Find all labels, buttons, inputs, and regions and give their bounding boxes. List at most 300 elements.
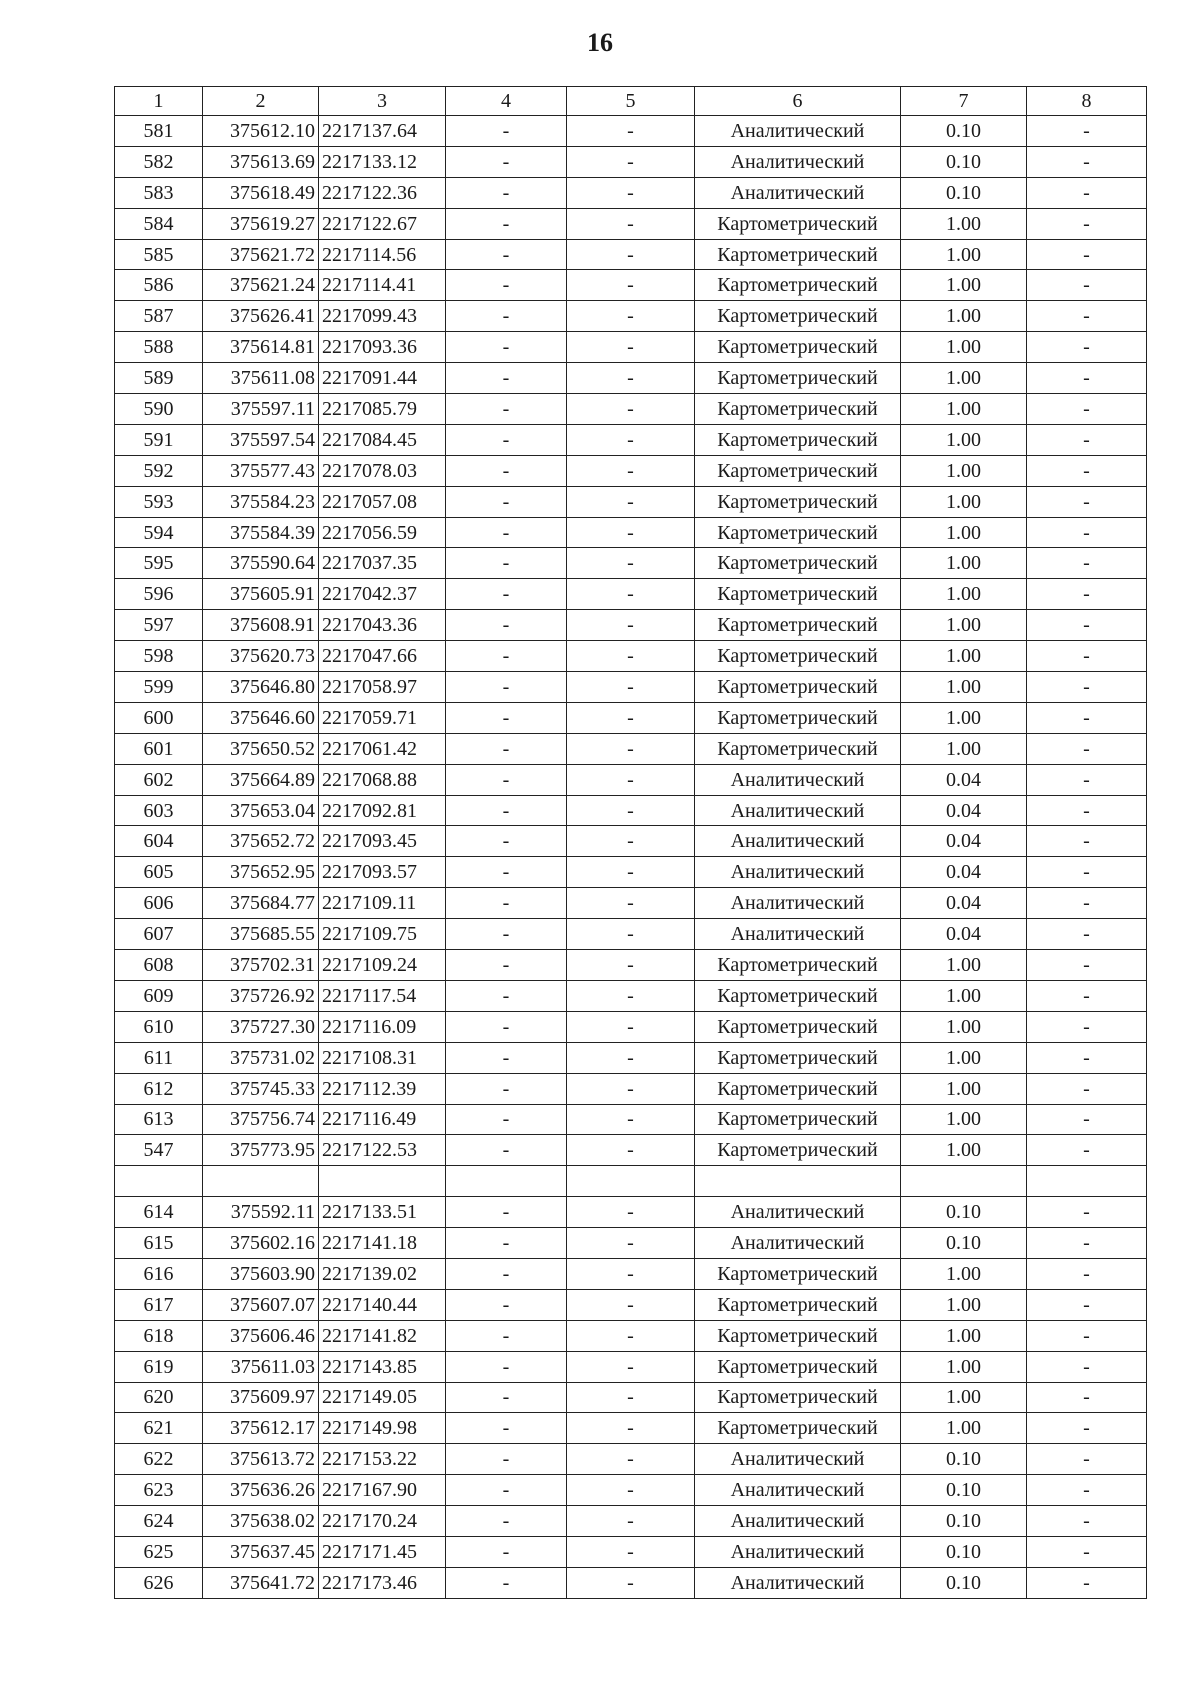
coordinate-x-cell: 375613.72 <box>203 1444 319 1475</box>
column-8-cell: - <box>1027 1258 1147 1289</box>
coordinate-x-cell: 375612.10 <box>203 116 319 147</box>
coordinate-x-cell: 375597.54 <box>203 424 319 455</box>
column-5-cell: - <box>567 486 695 517</box>
method-cell: Картометрический <box>695 486 901 517</box>
table-row <box>115 950 1147 981</box>
method-cell: Аналитический <box>695 826 901 857</box>
coordinate-y-cell: 2217149.05 <box>319 1382 446 1413</box>
accuracy-cell: 1.00 <box>901 548 1027 579</box>
point-number-cell: 607 <box>115 919 203 950</box>
accuracy-cell: 0.10 <box>901 1567 1027 1598</box>
coordinate-x-cell: 375618.49 <box>203 177 319 208</box>
column-5-cell: - <box>567 363 695 394</box>
coordinate-y-cell: 2217068.88 <box>319 764 446 795</box>
point-number-cell: 584 <box>115 208 203 239</box>
method-cell: Картометрический <box>695 455 901 486</box>
table-header <box>115 87 1147 116</box>
coordinate-x-cell: 375605.91 <box>203 579 319 610</box>
coordinate-y-cell: 2217149.98 <box>319 1413 446 1444</box>
column-5-cell: - <box>567 548 695 579</box>
column-4-cell: - <box>446 208 567 239</box>
table-row <box>115 1567 1147 1598</box>
coordinate-x-cell: 375702.31 <box>203 950 319 981</box>
method-cell: Аналитический <box>695 1567 901 1598</box>
column-8-cell: - <box>1027 1320 1147 1351</box>
column-4-cell: - <box>446 486 567 517</box>
coordinate-x-cell: 375726.92 <box>203 980 319 1011</box>
column-8-cell: - <box>1027 332 1147 363</box>
coordinate-x-cell: 375597.11 <box>203 394 319 425</box>
point-number-cell: 623 <box>115 1475 203 1506</box>
column-8-cell: - <box>1027 672 1147 703</box>
method-cell: Картометрический <box>695 548 901 579</box>
point-number-cell: 611 <box>115 1042 203 1073</box>
column-5-cell: - <box>567 239 695 270</box>
column-8-cell: - <box>1027 394 1147 425</box>
table-row <box>115 1197 1147 1228</box>
method-cell: Аналитический <box>695 1444 901 1475</box>
coordinate-x-cell: 375607.07 <box>203 1289 319 1320</box>
column-5-cell: - <box>567 1197 695 1228</box>
accuracy-cell: 0.04 <box>901 764 1027 795</box>
accuracy-cell: 1.00 <box>901 1104 1027 1135</box>
column-4-cell: - <box>446 1073 567 1104</box>
coordinate-x-cell: 375731.02 <box>203 1042 319 1073</box>
column-5-cell: - <box>567 980 695 1011</box>
column-5-cell: - <box>567 1536 695 1567</box>
column-8-cell: - <box>1027 1042 1147 1073</box>
coordinate-y-cell: 2217173.46 <box>319 1567 446 1598</box>
table-row <box>115 239 1147 270</box>
accuracy-cell: 1.00 <box>901 1135 1027 1166</box>
accuracy-cell: 0.04 <box>901 857 1027 888</box>
point-number-cell: 612 <box>115 1073 203 1104</box>
accuracy-cell: 1.00 <box>901 486 1027 517</box>
column-4-cell: - <box>446 424 567 455</box>
column-5-cell: - <box>567 764 695 795</box>
column-8-cell: - <box>1027 1351 1147 1382</box>
point-number-cell: 603 <box>115 795 203 826</box>
header-cell-4: 4 <box>446 87 567 116</box>
coordinate-x-cell: 375745.33 <box>203 1073 319 1104</box>
table-row <box>115 517 1147 548</box>
point-number-cell: 599 <box>115 672 203 703</box>
column-8-cell: - <box>1027 1197 1147 1228</box>
header-row <box>115 87 1147 116</box>
method-cell: Аналитический <box>695 146 901 177</box>
column-8-cell: - <box>1027 486 1147 517</box>
column-5-cell: - <box>567 888 695 919</box>
method-cell: Картометрический <box>695 950 901 981</box>
column-5-cell: - <box>567 116 695 147</box>
accuracy-cell: 1.00 <box>901 579 1027 610</box>
method-cell: Картометрический <box>695 1413 901 1444</box>
point-number-cell: 614 <box>115 1197 203 1228</box>
column-4-cell: - <box>446 826 567 857</box>
coordinate-y-cell: 2217092.81 <box>319 795 446 826</box>
column-5-cell: - <box>567 1382 695 1413</box>
accuracy-cell: 0.10 <box>901 1506 1027 1537</box>
table-row <box>115 672 1147 703</box>
point-number-cell: 619 <box>115 1351 203 1382</box>
point-number-cell: 622 <box>115 1444 203 1475</box>
column-8-cell: - <box>1027 116 1147 147</box>
accuracy-cell: 0.04 <box>901 919 1027 950</box>
column-5-cell: - <box>567 1567 695 1598</box>
column-8-cell: - <box>1027 980 1147 1011</box>
column-4-cell: - <box>446 1444 567 1475</box>
column-8-cell <box>1027 1166 1147 1197</box>
accuracy-cell: 1.00 <box>901 672 1027 703</box>
accuracy-cell <box>901 1166 1027 1197</box>
column-4-cell: - <box>446 733 567 764</box>
column-5-cell: - <box>567 733 695 764</box>
header-cell-6: 6 <box>695 87 901 116</box>
table-row <box>115 610 1147 641</box>
method-cell: Картометрический <box>695 579 901 610</box>
table-row <box>115 1475 1147 1506</box>
point-number-cell: 596 <box>115 579 203 610</box>
column-4-cell: - <box>446 146 567 177</box>
coordinate-x-cell: 375606.46 <box>203 1320 319 1351</box>
accuracy-cell: 1.00 <box>901 363 1027 394</box>
coordinate-y-cell: 2217171.45 <box>319 1536 446 1567</box>
accuracy-cell: 1.00 <box>901 1042 1027 1073</box>
column-4-cell: - <box>446 888 567 919</box>
column-4-cell: - <box>446 116 567 147</box>
column-4-cell: - <box>446 579 567 610</box>
accuracy-cell: 1.00 <box>901 208 1027 239</box>
column-8-cell: - <box>1027 1567 1147 1598</box>
column-5-cell: - <box>567 1320 695 1351</box>
point-number-cell: 587 <box>115 301 203 332</box>
point-number-cell: 605 <box>115 857 203 888</box>
method-cell: Картометрический <box>695 208 901 239</box>
column-8-cell: - <box>1027 610 1147 641</box>
table-row <box>115 116 1147 147</box>
point-number-cell: 602 <box>115 764 203 795</box>
method-cell: Аналитический <box>695 1506 901 1537</box>
column-5-cell: - <box>567 1413 695 1444</box>
accuracy-cell: 1.00 <box>901 733 1027 764</box>
method-cell: Аналитический <box>695 888 901 919</box>
coordinate-x-cell: 375611.03 <box>203 1351 319 1382</box>
point-number-cell: 626 <box>115 1567 203 1598</box>
accuracy-cell: 0.10 <box>901 1475 1027 1506</box>
table-row <box>115 1382 1147 1413</box>
coordinate-x-cell: 375611.08 <box>203 363 319 394</box>
coordinate-x-cell: 375584.23 <box>203 486 319 517</box>
table-row <box>115 1042 1147 1073</box>
coordinate-y-cell: 2217122.67 <box>319 208 446 239</box>
coordinate-x-cell: 375603.90 <box>203 1258 319 1289</box>
coordinate-y-cell: 2217108.31 <box>319 1042 446 1073</box>
table-row <box>115 1506 1147 1537</box>
accuracy-cell: 1.00 <box>901 610 1027 641</box>
method-cell: Картометрический <box>695 301 901 332</box>
point-number-cell: 583 <box>115 177 203 208</box>
column-4-cell: - <box>446 1135 567 1166</box>
table-row <box>115 826 1147 857</box>
column-8-cell: - <box>1027 270 1147 301</box>
table-row <box>115 455 1147 486</box>
column-5-cell: - <box>567 424 695 455</box>
point-number-cell: 589 <box>115 363 203 394</box>
point-number-cell: 606 <box>115 888 203 919</box>
method-cell: Аналитический <box>695 764 901 795</box>
column-5-cell: - <box>567 1258 695 1289</box>
point-number-cell: 604 <box>115 826 203 857</box>
method-cell: Картометрический <box>695 610 901 641</box>
column-5-cell: - <box>567 702 695 733</box>
method-cell: Картометрический <box>695 1104 901 1135</box>
coordinate-y-cell: 2217056.59 <box>319 517 446 548</box>
table-row <box>115 363 1147 394</box>
accuracy-cell: 0.10 <box>901 1444 1027 1475</box>
accuracy-cell: 1.00 <box>901 1351 1027 1382</box>
coordinate-x-cell: 375626.41 <box>203 301 319 332</box>
column-5-cell: - <box>567 455 695 486</box>
accuracy-cell: 1.00 <box>901 455 1027 486</box>
column-4-cell: - <box>446 1104 567 1135</box>
table-row <box>115 424 1147 455</box>
column-4-cell: - <box>446 548 567 579</box>
table-row <box>115 764 1147 795</box>
point-number-cell: 591 <box>115 424 203 455</box>
column-5-cell: - <box>567 826 695 857</box>
coordinate-y-cell: 2217057.08 <box>319 486 446 517</box>
column-5-cell: - <box>567 919 695 950</box>
coordinate-x-cell: 375621.24 <box>203 270 319 301</box>
coordinate-y-cell: 2217141.82 <box>319 1320 446 1351</box>
column-5-cell: - <box>567 1289 695 1320</box>
point-number-cell: 617 <box>115 1289 203 1320</box>
header-cell-7: 7 <box>901 87 1027 116</box>
column-4-cell: - <box>446 764 567 795</box>
coordinate-x-cell: 375636.26 <box>203 1475 319 1506</box>
coordinate-y-cell: 2217091.44 <box>319 363 446 394</box>
header-cell-2: 2 <box>203 87 319 116</box>
accuracy-cell: 1.00 <box>901 950 1027 981</box>
column-8-cell: - <box>1027 1228 1147 1259</box>
coordinate-y-cell: 2217122.36 <box>319 177 446 208</box>
column-4-cell: - <box>446 455 567 486</box>
point-number-cell: 597 <box>115 610 203 641</box>
coordinate-y-cell: 2217093.57 <box>319 857 446 888</box>
coordinate-x-cell: 375773.95 <box>203 1135 319 1166</box>
column-5-cell: - <box>567 1073 695 1104</box>
column-4-cell: - <box>446 394 567 425</box>
column-8-cell: - <box>1027 733 1147 764</box>
accuracy-cell: 1.00 <box>901 641 1027 672</box>
method-cell: Картометрический <box>695 1011 901 1042</box>
coordinate-y-cell: 2217109.11 <box>319 888 446 919</box>
method-cell: Картометрический <box>695 1073 901 1104</box>
accuracy-cell: 1.00 <box>901 702 1027 733</box>
method-cell: Аналитический <box>695 1228 901 1259</box>
accuracy-cell: 0.04 <box>901 826 1027 857</box>
coordinate-y-cell: 2217137.64 <box>319 116 446 147</box>
column-8-cell: - <box>1027 1475 1147 1506</box>
column-4-cell: - <box>446 1042 567 1073</box>
table-row <box>115 1289 1147 1320</box>
method-cell: Картометрический <box>695 424 901 455</box>
column-8-cell: - <box>1027 363 1147 394</box>
table-body <box>115 116 1147 1599</box>
point-number-cell: 593 <box>115 486 203 517</box>
accuracy-cell: 0.10 <box>901 116 1027 147</box>
accuracy-cell: 1.00 <box>901 1289 1027 1320</box>
column-8-cell: - <box>1027 702 1147 733</box>
table-row <box>115 1166 1147 1197</box>
coordinate-x-cell: 375652.72 <box>203 826 319 857</box>
column-8-cell: - <box>1027 1135 1147 1166</box>
column-5-cell: - <box>567 857 695 888</box>
column-8-cell: - <box>1027 1011 1147 1042</box>
point-number-cell: 594 <box>115 517 203 548</box>
column-5-cell: - <box>567 950 695 981</box>
accuracy-cell: 1.00 <box>901 1382 1027 1413</box>
method-cell: Картометрический <box>695 239 901 270</box>
header-cell-3: 3 <box>319 87 446 116</box>
column-8-cell: - <box>1027 641 1147 672</box>
column-5-cell: - <box>567 1011 695 1042</box>
accuracy-cell: 0.10 <box>901 146 1027 177</box>
column-5-cell: - <box>567 610 695 641</box>
accuracy-cell: 0.04 <box>901 795 1027 826</box>
column-4-cell: - <box>446 672 567 703</box>
table-row <box>115 795 1147 826</box>
accuracy-cell: 1.00 <box>901 239 1027 270</box>
method-cell: Картометрический <box>695 1135 901 1166</box>
coordinate-x-cell: 375652.95 <box>203 857 319 888</box>
point-number-cell: 616 <box>115 1258 203 1289</box>
coordinate-y-cell: 2217099.43 <box>319 301 446 332</box>
accuracy-cell: 1.00 <box>901 517 1027 548</box>
column-8-cell: - <box>1027 919 1147 950</box>
table-row <box>115 857 1147 888</box>
column-4-cell: - <box>446 177 567 208</box>
coordinate-y-cell: 2217093.36 <box>319 332 446 363</box>
column-4-cell: - <box>446 1197 567 1228</box>
point-number-cell: 609 <box>115 980 203 1011</box>
point-number-cell: 601 <box>115 733 203 764</box>
column-4-cell: - <box>446 950 567 981</box>
coordinate-x-cell: 375664.89 <box>203 764 319 795</box>
point-number-cell: 625 <box>115 1536 203 1567</box>
column-4-cell: - <box>446 1413 567 1444</box>
coordinate-y-cell: 2217061.42 <box>319 733 446 764</box>
column-5-cell: - <box>567 177 695 208</box>
method-cell: Картометрический <box>695 672 901 703</box>
coordinate-y-cell: 2217047.66 <box>319 641 446 672</box>
table-row <box>115 1073 1147 1104</box>
column-4-cell: - <box>446 795 567 826</box>
column-8-cell: - <box>1027 795 1147 826</box>
accuracy-cell: 1.00 <box>901 394 1027 425</box>
accuracy-cell: 0.10 <box>901 1228 1027 1259</box>
column-4-cell: - <box>446 980 567 1011</box>
method-cell: Картометрический <box>695 733 901 764</box>
column-4-cell: - <box>446 702 567 733</box>
coordinate-y-cell: 2217133.51 <box>319 1197 446 1228</box>
coordinate-x-cell: 375609.97 <box>203 1382 319 1413</box>
column-8-cell: - <box>1027 301 1147 332</box>
coordinate-x-cell: 375684.77 <box>203 888 319 919</box>
column-8-cell: - <box>1027 857 1147 888</box>
point-number-cell: 624 <box>115 1506 203 1537</box>
coordinate-y-cell: 2217085.79 <box>319 394 446 425</box>
coordinate-y-cell <box>319 1166 446 1197</box>
coordinate-x-cell: 375612.17 <box>203 1413 319 1444</box>
accuracy-cell: 0.10 <box>901 1197 1027 1228</box>
column-4-cell: - <box>446 1382 567 1413</box>
column-5-cell: - <box>567 641 695 672</box>
column-4-cell: - <box>446 517 567 548</box>
table-row <box>115 301 1147 332</box>
table-row <box>115 1351 1147 1382</box>
column-8-cell: - <box>1027 1382 1147 1413</box>
point-number-cell: 547 <box>115 1135 203 1166</box>
coordinates-table <box>114 86 1147 1599</box>
coordinate-x-cell: 375637.45 <box>203 1536 319 1567</box>
table-row <box>115 980 1147 1011</box>
coordinate-x-cell: 375646.60 <box>203 702 319 733</box>
accuracy-cell: 1.00 <box>901 1320 1027 1351</box>
coordinate-y-cell: 2217153.22 <box>319 1444 446 1475</box>
column-4-cell: - <box>446 1475 567 1506</box>
point-number-cell <box>115 1166 203 1197</box>
table-row <box>115 1536 1147 1567</box>
column-5-cell: - <box>567 270 695 301</box>
accuracy-cell: 1.00 <box>901 332 1027 363</box>
column-8-cell: - <box>1027 455 1147 486</box>
method-cell: Аналитический <box>695 1197 901 1228</box>
column-4-cell: - <box>446 239 567 270</box>
table-row <box>115 1104 1147 1135</box>
column-5-cell: - <box>567 1042 695 1073</box>
method-cell: Аналитический <box>695 116 901 147</box>
point-number-cell: 600 <box>115 702 203 733</box>
column-4-cell: - <box>446 363 567 394</box>
coordinate-x-cell: 375621.72 <box>203 239 319 270</box>
coordinate-y-cell: 2217059.71 <box>319 702 446 733</box>
column-8-cell: - <box>1027 548 1147 579</box>
coordinate-y-cell: 2217114.56 <box>319 239 446 270</box>
column-8-cell: - <box>1027 1536 1147 1567</box>
column-4-cell: - <box>446 1289 567 1320</box>
coordinate-x-cell: 375756.74 <box>203 1104 319 1135</box>
point-number-cell: 618 <box>115 1320 203 1351</box>
accuracy-cell: 1.00 <box>901 270 1027 301</box>
coordinate-x-cell: 375602.16 <box>203 1228 319 1259</box>
coordinate-y-cell: 2217133.12 <box>319 146 446 177</box>
column-4-cell: - <box>446 641 567 672</box>
method-cell <box>695 1166 901 1197</box>
column-8-cell: - <box>1027 1289 1147 1320</box>
column-4-cell: - <box>446 1536 567 1567</box>
coordinate-x-cell: 375619.27 <box>203 208 319 239</box>
table-row <box>115 641 1147 672</box>
column-8-cell: - <box>1027 424 1147 455</box>
method-cell: Картометрический <box>695 1320 901 1351</box>
point-number-cell: 592 <box>115 455 203 486</box>
coordinate-x-cell <box>203 1166 319 1197</box>
method-cell: Картометрический <box>695 1382 901 1413</box>
column-8-cell: - <box>1027 1104 1147 1135</box>
column-4-cell: - <box>446 1258 567 1289</box>
coordinate-x-cell: 375685.55 <box>203 919 319 950</box>
